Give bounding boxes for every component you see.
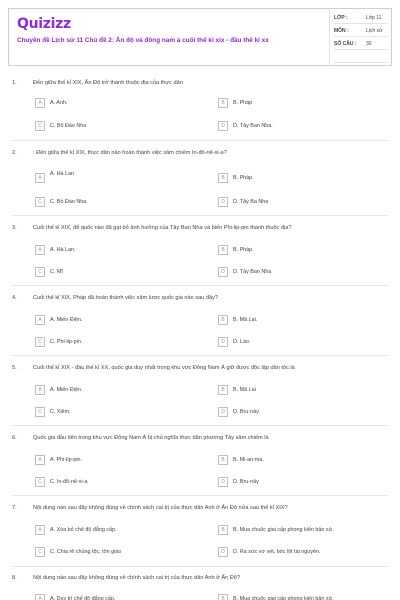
option-letter-box: A: [35, 385, 45, 395]
option-letter-box: D: [218, 197, 228, 207]
meta-row-empty: [334, 50, 387, 63]
option-letter-box: B: [218, 173, 228, 183]
option-letter-box: B: [218, 455, 228, 465]
option-letter-box: A: [35, 173, 45, 183]
option-letter-box: A: [35, 525, 45, 535]
meta-value: Lịch sử: [366, 28, 383, 34]
option-letter-box: B: [218, 525, 228, 535]
question-number: 4.: [12, 295, 17, 301]
question-text: Đến giữa thế kỉ XIX, Ấn Độ trở thành thuộc địa của thực dân: [33, 80, 183, 86]
question-text: Nội dung nào sau đây không đúng về chính sách cai trị của thực dân Anh ở Ấn Độ nửa sau thế kỉ XIX?: [33, 505, 288, 511]
question-divider: [12, 215, 388, 216]
option-text: D. Bru-nây: [233, 479, 259, 485]
worksheet-title: Chuyên đề Lịch sử 11 Chủ đề 2: Ấn độ và đông nam á cuối thế kỉ xix - đầu thế kỉ xx: [17, 37, 269, 44]
option-text: B. Mã Lai: [233, 387, 256, 393]
option-text: A. Hà Lan.: [50, 247, 76, 253]
meta-row-question-count: [334, 37, 387, 50]
option-letter-box: D: [218, 267, 228, 277]
option-text: B. Mua chuộc giai cấp phong kiến bản xứ.: [233, 596, 334, 600]
question-divider: [12, 495, 388, 496]
option-text: C. Chia rẽ chủng tộc, tôn giáo: [50, 549, 122, 555]
question-text: Nội dung nào sau đây không đúng về chính sách cai trị của thực dân Anh ở Ấn Độ?: [33, 575, 241, 581]
option-text: C. Mĩ: [50, 269, 63, 275]
option-text: D. Lào.: [233, 339, 251, 345]
worksheet-header: [8, 8, 392, 66]
option-letter-box: B: [218, 594, 228, 600]
option-text: A. Miến Điện.: [50, 387, 83, 393]
option-letter-box: B: [218, 385, 228, 395]
meta-value: 30: [366, 41, 372, 47]
option-letter-box: A: [35, 315, 45, 325]
question-number: 8.: [12, 575, 17, 581]
question-number: 6.: [12, 435, 17, 441]
option-text: D. Ra sức vơ vét, bóc lột tài nguyên.: [233, 549, 321, 555]
option-text: C. Bồ Đào Nha.: [50, 199, 88, 205]
quizizz-logo: Quizizz: [17, 16, 71, 32]
question-divider: [12, 285, 388, 286]
question-text: Quốc gia đầu tiên trong khu vực Đông Nam Á bị chủ nghĩa thực dân phương Tây xâm chiếm là: [33, 435, 269, 441]
option-text: B. Pháp: [233, 100, 253, 106]
option-letter-box: C: [35, 267, 45, 277]
option-letter-box: A: [35, 98, 45, 108]
option-text: C. Phi-lip-pin.: [50, 339, 83, 345]
question-text: : Đến giữa thế kỉ XIX, thực dân nào hoàn thành việc xâm chiếm In-đô-nê-xi-a?: [33, 150, 227, 156]
option-letter-box: D: [218, 547, 228, 557]
option-text: A. Hà Lan: [50, 171, 74, 177]
option-letter-box: C: [35, 477, 45, 487]
option-text: D. Tây Ban Nha.: [233, 123, 273, 129]
question-text: Cuối thế kỉ XIX, để quốc nào đã gạt bỏ ảnh hưởng của Tây Ban Nha và biến Phi-lip-pin thành thuộc địa?: [33, 225, 292, 231]
option-text: A. Phi-lip-pin.: [50, 457, 83, 463]
option-letter-box: D: [218, 477, 228, 487]
meta-value: Lớp 11: [366, 15, 382, 21]
option-text: B. Pháp.: [233, 247, 254, 253]
question-divider: [12, 566, 388, 567]
option-letter-box: C: [35, 121, 45, 131]
option-text: C. In-đô-nê-xi-a: [50, 479, 88, 485]
option-text: A. Xóa bỏ chế độ đẳng cấp.: [50, 527, 117, 533]
question-divider: [12, 355, 388, 356]
question-number: 7.: [12, 505, 17, 511]
question-number: 1.: [12, 80, 17, 86]
option-text: D. Tây Ba Nha: [233, 199, 269, 205]
option-letter-box: A: [35, 455, 45, 465]
meta-key: MÔN :: [334, 28, 349, 34]
question-number: 2.: [12, 150, 17, 156]
option-text: B. Pháp.: [233, 175, 254, 181]
option-letter-box: A: [35, 245, 45, 255]
option-letter-box: D: [218, 407, 228, 417]
option-text: B. Mi-an-ma.: [233, 457, 264, 463]
option-letter-box: B: [218, 245, 228, 255]
option-text: A. Miến Điện.: [50, 317, 83, 323]
option-letter-box: C: [35, 197, 45, 207]
worksheet-meta: [329, 9, 391, 65]
option-text: C. Bồ Đào Nha: [50, 123, 87, 129]
meta-key: SỐ CÂU :: [334, 41, 357, 47]
option-letter-box: C: [35, 547, 45, 557]
option-text: A. Anh.: [50, 100, 68, 106]
option-letter-box: C: [35, 337, 45, 347]
question-text: Cuối thế kỉ XIX, Pháp đã hoàn thành việc xâm lược quốc gia nào sau đây?: [33, 295, 218, 301]
option-text: B. Mua chuộc giai cấp phong kiến bản xứ.: [233, 527, 334, 533]
option-text: A. Duy trì chế độ đẳng cấp.: [50, 596, 116, 600]
question-divider: [12, 140, 388, 141]
meta-key: LỚP :: [334, 15, 348, 21]
option-letter-box: D: [218, 121, 228, 131]
option-letter-box: B: [218, 98, 228, 108]
question-number: 3.: [12, 225, 17, 231]
question-text: Cuối thế kỉ XIX - đầu thế kỉ XX, quốc gia duy nhất trong khu vực Đông Nam Á giữ được độc lập dân tộc là: [33, 365, 295, 371]
option-text: B. Mã Lai.: [233, 317, 258, 323]
meta-row-subject: [334, 24, 387, 37]
option-text: D. Tây Ban Nha: [233, 269, 272, 275]
question-divider: [12, 425, 388, 426]
meta-row-class: [334, 11, 387, 24]
option-letter-box: D: [218, 337, 228, 347]
option-letter-box: B: [218, 315, 228, 325]
option-text: C. Xiêm.: [50, 409, 71, 415]
question-number: 5.: [12, 365, 17, 371]
option-text: D. Bru-nây.: [233, 409, 260, 415]
option-letter-box: A: [35, 594, 45, 600]
option-letter-box: C: [35, 407, 45, 417]
